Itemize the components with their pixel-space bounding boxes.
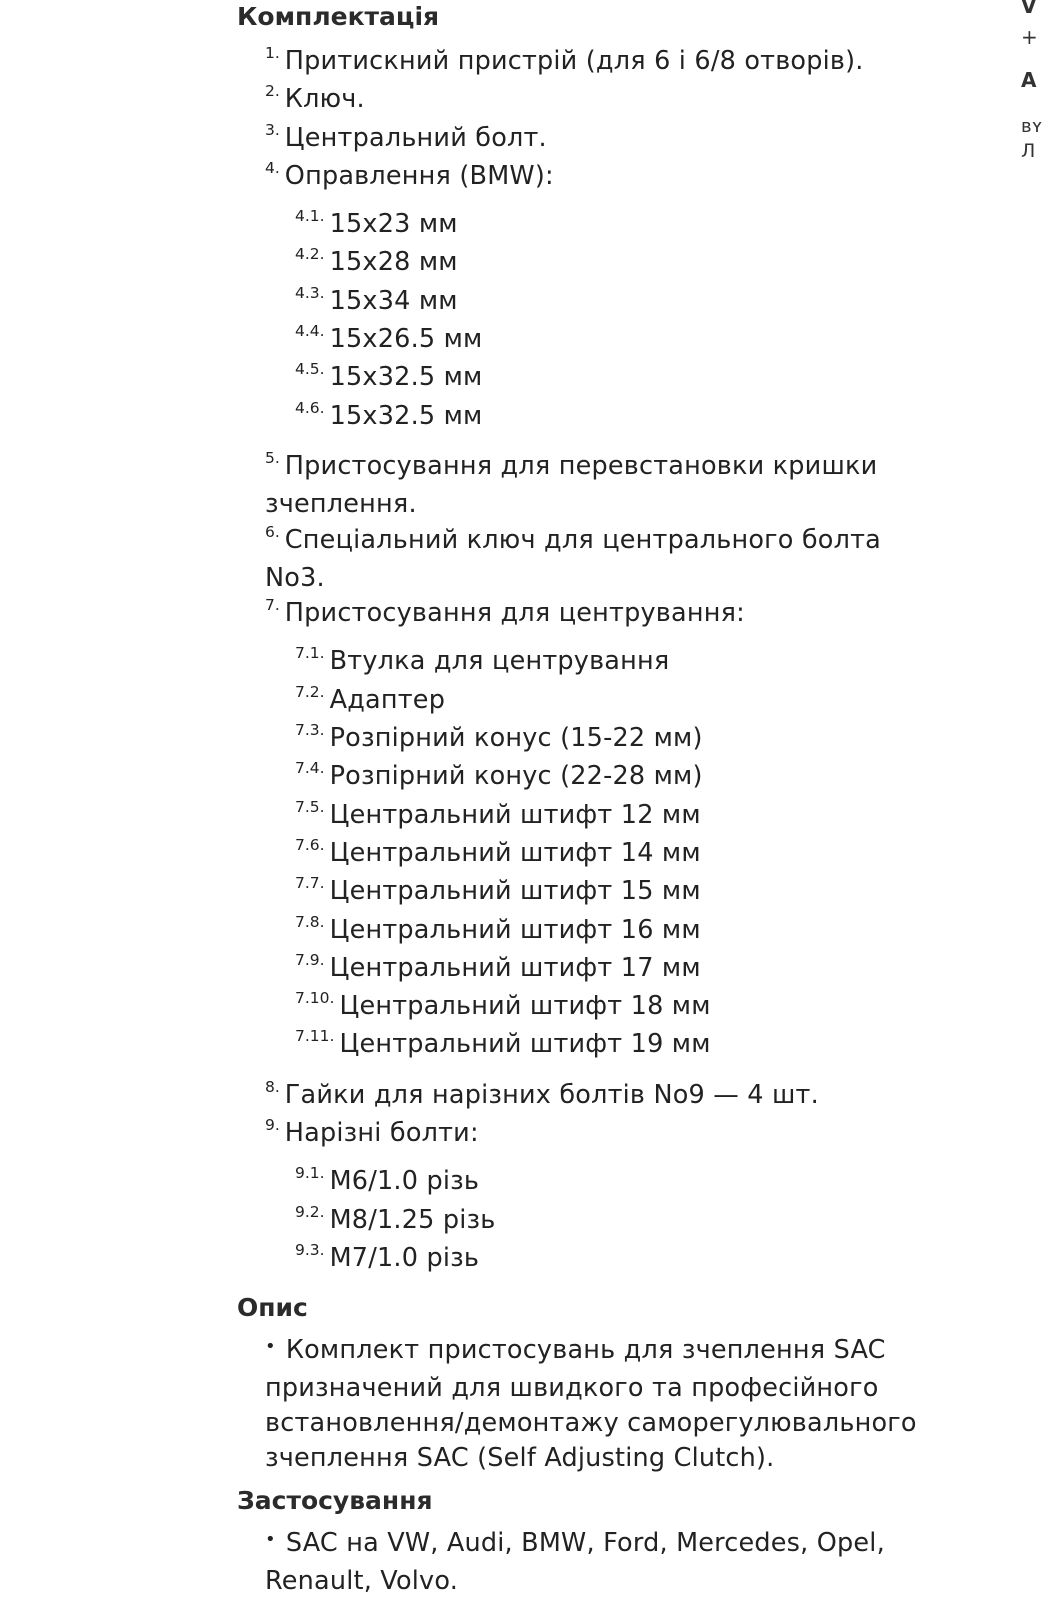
kit-subitem-number: 7.3. [295,721,325,740]
kit-subitem-number: 7.4. [295,759,325,778]
kit-subitem [295,245,927,283]
kit-subitem-number: 7.6. [295,835,325,854]
kit-subitem-number: 4.3. [295,283,325,302]
kit-subitem-number: 9.1. [295,1164,325,1183]
kit-subitem-text: 15x34 мм [329,285,458,316]
kit-subitem [295,989,927,1027]
kit-item-number: 8. [265,1077,280,1096]
kit-subitem-text: Центральний штифт 14 мм [329,837,701,868]
sidebar-fragment: A [1021,68,1037,92]
kit-item-number: 5. [265,448,280,467]
kit-subitem-text: Розпірний конус (15-22 мм) [329,723,703,754]
kit-list [237,44,927,1279]
kit-sublist [265,644,927,1065]
kit-subitem-text: M7/1.0 різь [329,1242,480,1273]
kit-item-text: Спеціальний ключ для центрального болта No3. [265,524,881,593]
description-list [237,1333,927,1476]
application-heading: Застосування [237,1486,433,1516]
kit-subitem-text: 15x32.5 мм [329,400,483,431]
kit-subitem-number: 7.8. [295,912,325,931]
kit-item [265,44,927,82]
kit-item-number: 9. [265,1116,280,1135]
kit-item-number: 2. [265,82,280,101]
kit-subitem [295,1203,927,1241]
kit-subitem-number: 9.3. [295,1240,325,1259]
kit-item-text: Пристосування для центрування: [284,598,745,629]
kit-item-number: 4. [265,158,280,177]
kit-subitem-text: M8/1.25 різь [329,1204,496,1235]
kit-subitem-text: Центральний штифт 12 мм [329,799,701,830]
kit-heading: Комплектація [237,2,440,31]
kit-subitem [295,322,927,360]
kit-item-text: Нарізні болти: [284,1118,479,1149]
kit-item-text: Центральний болт. [284,122,547,153]
bullet-icon: • [265,1336,276,1358]
kit-item-number: 1. [265,44,280,62]
kit-subitem-number: 9.2. [295,1202,325,1221]
kit-subitem [295,1027,927,1065]
kit-subitem [295,1164,927,1202]
kit-subitem-text: Розпірний конус (22-28 мм) [329,761,703,792]
kit-subitem-number: 4.1. [295,207,325,226]
kit-subitem-text: Адаптер [329,684,446,715]
bullet-icon: • [265,1529,276,1551]
kit-subitem-number: 7.7. [295,874,325,893]
kit-subitem-number: 7.1. [295,644,325,663]
kit-subitem-number: 7.5. [295,797,325,816]
kit-item [265,596,927,1066]
description-text: Комплект пристосувань для зчеплення SAC призначений для швидкого та професійного встановлення/демонтажу саморегулювального зчеплення SAC (Self Adjusting Clutch). [265,1335,917,1474]
kit-item [265,159,927,437]
kit-subitem [295,951,927,989]
kit-subitem-text: Центральний штифт 17 мм [329,952,701,983]
kit-subitem-number: 7.2. [295,682,325,701]
kit-subitem-number: 7.11. [295,1027,335,1046]
kit-subitem [295,836,927,874]
kit-subitem [295,874,927,912]
kit-subitem [295,284,927,322]
kit-subitem-text: 15x23 мм [329,209,458,240]
application-list [237,1526,927,1599]
kit-subitem-text: M6/1.0 різь [329,1166,480,1197]
kit-subitem-text: Центральний штифт 18 мм [339,991,711,1022]
kit-subitem [295,759,927,797]
kit-item-text: Притискний пристрій (для 6 і 6/8 отворів). [284,46,864,76]
kit-sublist [265,207,927,437]
kit-subitem [295,207,927,245]
kit-item [265,1078,927,1116]
kit-item-number: 3. [265,120,280,139]
kit-subitem [295,360,927,398]
kit-item-text: Пристосування для перевстановки кришки зчеплення. [265,450,878,520]
kit-item [265,523,927,597]
description-heading: Опис [237,1293,308,1323]
kit-subitem-text: 15x26.5 мм [329,324,483,355]
application-item [265,1526,927,1599]
kit-subitem-text: 15x32.5 мм [329,362,483,393]
kit-item [265,1116,927,1279]
kit-item [265,82,927,120]
product-content [237,0,927,1599]
kit-subitem [295,798,927,836]
kit-subitem [295,1241,927,1279]
kit-subitem [295,683,927,721]
kit-subitem [295,399,927,437]
sidebar-fragment: V [1021,0,1037,18]
kit-subitem-number: 4.4. [295,322,325,341]
kit-item-text: Ключ. [284,84,365,115]
kit-item [265,121,927,159]
kit-subitem [295,721,927,759]
kit-subitem-text: 15x28 мм [329,247,458,278]
kit-subitem-text: Центральний штифт 16 мм [329,914,701,945]
kit-item-number: 7. [265,596,280,615]
kit-item-text: Оправлення (BMW): [284,160,554,191]
kit-subitem-text: Втулка для центрування [329,646,670,677]
kit-item-text: Гайки для нарізних болтів No9 — 4 шт. [284,1079,819,1110]
description-item [265,1333,927,1476]
kit-subitem [295,644,927,682]
kit-subitem-number: 7.9. [295,950,325,969]
kit-subitem-number: 7.10. [295,989,335,1008]
kit-subitem-number: 4.5. [295,360,325,379]
sidebar-fragment: + [1021,25,1038,49]
kit-subitem-text: Центральний штифт 15 мм [329,876,701,907]
kit-subitem [295,913,927,951]
sidebar-fragment: Л [1021,140,1036,162]
kit-subitem-text: Центральний штифт 19 мм [339,1029,711,1060]
sidebar-fragment: вʏ [1021,116,1043,137]
kit-item [265,449,927,523]
kit-sublist [265,1164,927,1279]
kit-subitem-number: 4.2. [295,245,325,264]
kit-subitem-number: 4.6. [295,398,325,417]
kit-item-number: 6. [265,522,280,541]
application-text: SAC на VW, Audi, BMW, Ford, Mercedes, Opel, Renault, Volvo. [265,1528,885,1596]
